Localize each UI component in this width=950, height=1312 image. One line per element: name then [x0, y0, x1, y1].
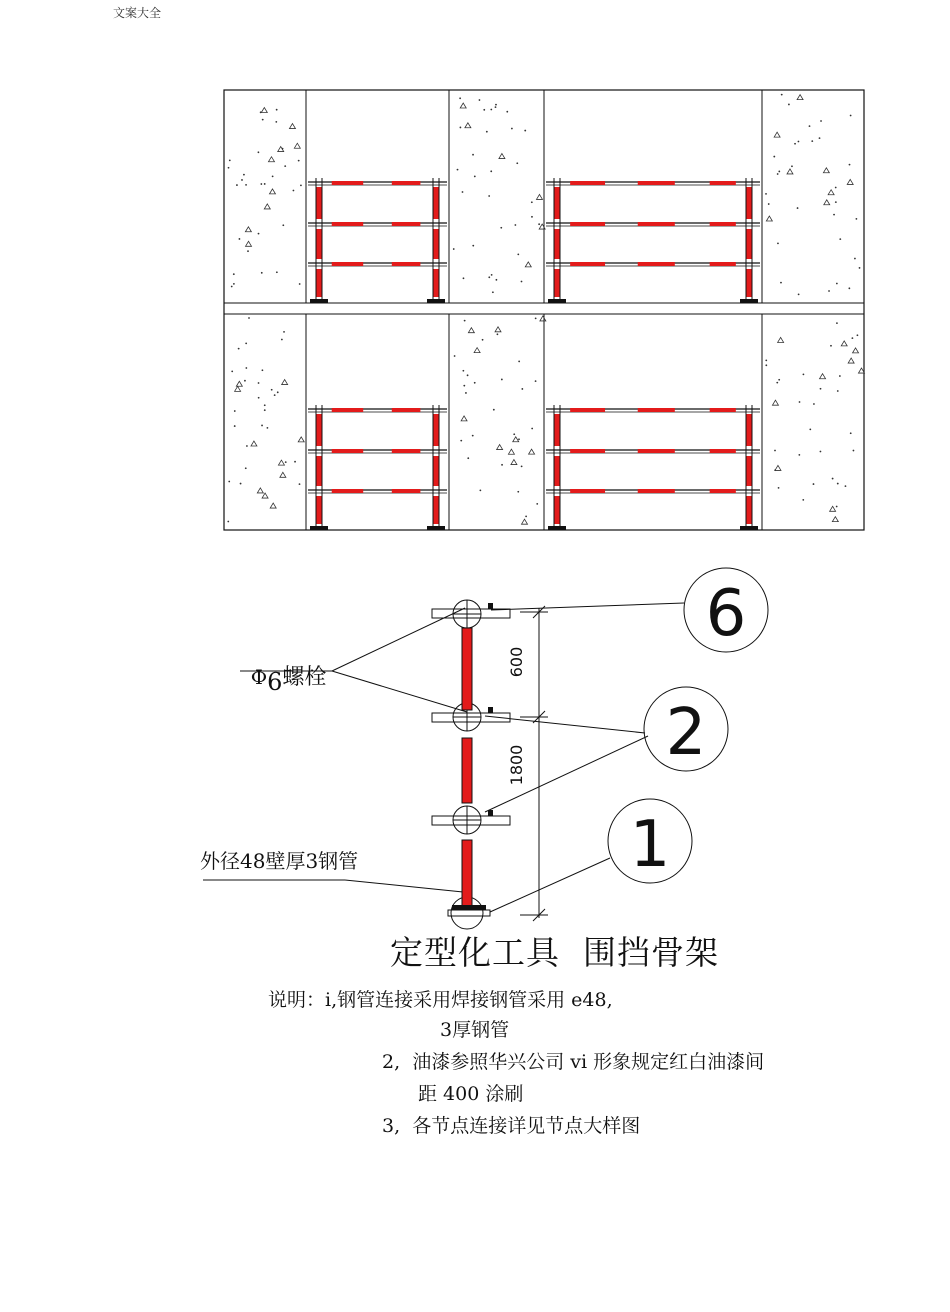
- bolt-label-prefix: Φ: [250, 665, 268, 689]
- bolt-label: [238, 636, 327, 696]
- drawing-title: 定型化工具 围挡骨架: [390, 933, 719, 972]
- bolt-label-suffix: 螺栓: [282, 665, 327, 690]
- dim-upper-label: 600: [507, 646, 526, 678]
- callout-1: 1: [629, 808, 671, 882]
- note-3: 3, 各节点连接详见节点大样图: [382, 1115, 641, 1137]
- callout-2: 2: [665, 696, 707, 770]
- callout-6: 6: [705, 577, 747, 651]
- dim-total-label: 1800: [507, 744, 526, 786]
- note-2: 2, 油漆参照华兴公司 vi 形象规定红白油漆间: [382, 1051, 765, 1073]
- note-2-cont: 距 400 涂刷: [418, 1083, 524, 1105]
- note-1-cont: 3厚钢管: [440, 1019, 510, 1041]
- note-1: 说明：i,钢管连接采用焊接钢管采用 e48,: [268, 989, 613, 1011]
- page-header: 文案大全: [113, 6, 162, 20]
- pipe-label: 外径48壁厚3钢管: [200, 849, 359, 873]
- bolt-label-num: 6: [267, 668, 283, 696]
